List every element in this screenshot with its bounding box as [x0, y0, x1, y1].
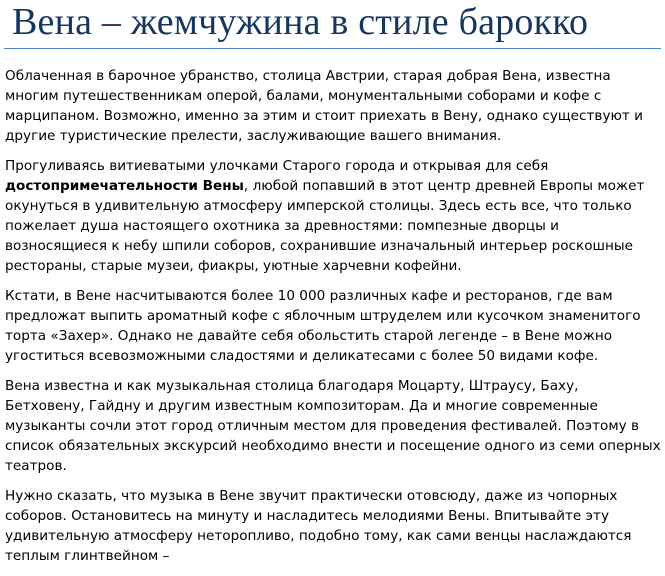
paragraph-text-after: , любой попавший в этот центр древней Европы может окунуться в удивительную атмосферу имперской столицы. Здесь есть все, что только пожелает душа настоящего охотника за древностями: помпезные дворцы и возносящиеся к небу шпили соборов, сохранившие изначальный интерьер роскошные рестораны, старые музеи, фиакры, уютные харчевни кофейни.	[5, 178, 645, 274]
paragraph-old-town	[5, 156, 661, 276]
paragraph-text: Вена известна и как музыкальная столица благодаря Моцарту, Штраусу, Баху, Бетховену, Гайдну и другим известным композиторам. Да и многие современные музыканты сочли этот город отличным местом для проведения фестивалей. Поэтому в список обязательных экскурсий необходимо внести и посещение одного из семи оперных театров.	[5, 378, 661, 474]
paragraph-text: Кстати, в Вене насчитываются более 10 000 различных кафе и ресторанов, где вам предложат выпить ароматный кофе с яблочным штруделем или кусочком знаменитого торта «Захер». Однако не давайте себя обольстить старой легенде – в Вене можно угоститься всевозможными сладостями и деликатесами с более 50 видами кофе.	[5, 288, 641, 364]
bold-link-sights: достопримечательности Вены	[5, 178, 244, 194]
title-bar	[4, 0, 661, 49]
paragraph-cafes	[5, 286, 661, 366]
paragraph-intro	[5, 66, 661, 146]
paragraph-text: Нужно сказать, что музыка в Вене звучит практически отовсюду, даже из чопорных соборов. Остановитесь на минуту и насладитесь мелодиями Вены. Впитывайте эту удивительную атмосферу неторопливо, подобно тому, как сами венцы наслаждаются теплым глинтвейном –	[5, 488, 632, 564]
paragraph-text-before: Прогуливаясь витиеватыми улочками Старого города и открывая для себя	[5, 158, 549, 174]
paragraph-music-capital	[5, 376, 661, 476]
paragraph-music-everywhere	[5, 486, 661, 566]
paragraph-text: Облаченная в барочное убранство, столица Австрии, старая добрая Вена, известна многим путешественникам оперой, балами, монументальными соборами и кофе с марципаном. Возможно, именно за этим и стоит приехать в Вену, однако существуют и другие туристические прелести, заслуживающие вашего внимания.	[5, 68, 644, 144]
article-title: Вена – жемчужина в стиле барокко	[12, 1, 589, 43]
article-body	[5, 66, 661, 576]
